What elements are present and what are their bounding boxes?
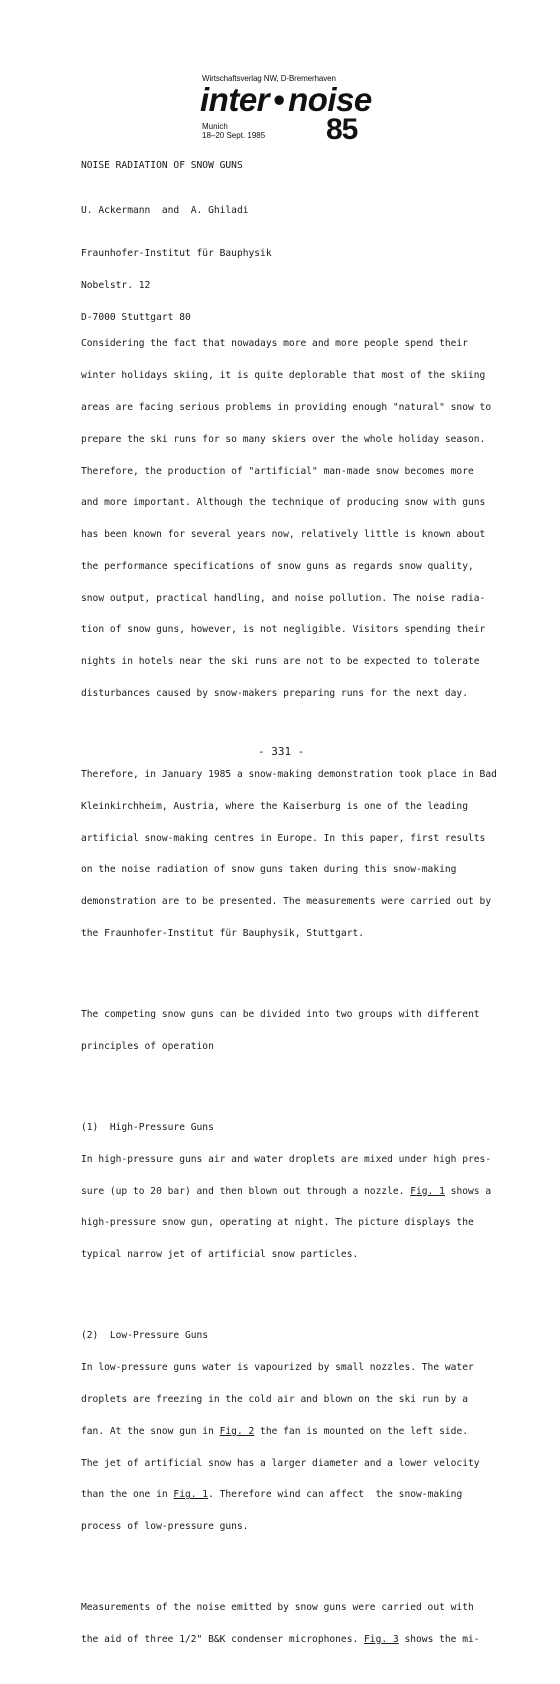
section-heading: (1) High-Pressure Guns: [81, 1122, 214, 1134]
text-line: [81, 1490, 497, 1501]
text-line: [81, 1187, 497, 1198]
text-line: In low-pressure guns water is vapourized by small nozzles. The water: [81, 1362, 474, 1374]
conference-dates: 18–20 Sept. 1985: [202, 131, 266, 140]
text-line: Measurements of the noise emitted by snow guns were carried out with: [81, 1602, 474, 1614]
logo-dot: •: [273, 81, 285, 118]
text-line: typical narrow jet of artificial snow particles.: [81, 1249, 359, 1261]
text-line: tion of snow guns, however, is not negligible. Visitors spending their: [81, 624, 486, 636]
text-line: Therefore, the production of "artificial" man-made snow becomes more: [81, 465, 474, 477]
logo-noise: noise: [288, 81, 372, 118]
figure-ref-1[interactable]: Fig. 1: [410, 1185, 445, 1197]
figure-ref-1[interactable]: Fig. 1: [173, 1489, 209, 1501]
section-high-pressure: [81, 1102, 497, 1282]
paragraph-demonstration: [81, 745, 497, 961]
text-segment: the aid of three 1/2" B&K condenser microphones.: [81, 1634, 365, 1646]
text-line: The competing snow guns can be divided into two groups with different: [81, 1009, 480, 1021]
text-line: [81, 1635, 497, 1646]
text-line: prepare the ski runs for so many skiers over the whole holiday season.: [81, 433, 486, 445]
figure-ref-2[interactable]: Fig. 2: [219, 1425, 255, 1437]
text-line: has been known for several years now, relatively little is known about: [81, 529, 486, 541]
text-line: high-pressure snow gun, operating at night. The picture displays the: [81, 1217, 474, 1229]
paragraph-measurements: [81, 1582, 497, 1667]
conference-number: 85: [326, 113, 358, 146]
text-line: nights in hotels near the ski runs are not to be expected to tolerate: [81, 656, 480, 668]
page-number: - 331 -: [258, 745, 305, 758]
text-segment: . Therefore wind can affect the snow-making: [208, 1489, 463, 1501]
text-line: demonstration are to be presented. The measurements were carried out by: [81, 896, 492, 908]
text-line: Therefore, in January 1985 a snow-making demonstration took place in Bad: [81, 769, 497, 781]
text-line: Kleinkirchheim, Austria, where the Kaiserburg is one of the leading: [81, 800, 468, 812]
text-line: on the noise radiation of snow guns taken during this snow-making: [81, 864, 457, 876]
text-segment: the fan is mounted on the left side.: [254, 1425, 468, 1437]
text-segment: fan. At the snow gun in: [81, 1425, 220, 1437]
text-line: snow output, practical handling, and noise pollution. The noise radia-: [81, 592, 486, 604]
text-line: disturbances caused by snow-makers preparing runs for the next day.: [81, 687, 468, 699]
text-line: Considering the fact that nowadays more and more people spend their: [81, 338, 468, 350]
text-line: In high-pressure guns air and water droplets are mixed under high pres-: [81, 1153, 492, 1165]
paragraph-groups: [81, 989, 497, 1074]
section-low-pressure: [81, 1310, 497, 1554]
text-line: artificial snow-making centres in Europe. In this paper, first results: [81, 832, 486, 844]
text-segment: sure (up to 20 bar) and then blown out through a nozzle.: [81, 1185, 411, 1197]
text-segment: than the one in: [81, 1489, 174, 1501]
text-segment: shows a: [444, 1185, 492, 1197]
text-line: droplets are freezing in the cold air and blown on the ski run by a: [81, 1393, 468, 1405]
paragraph-intro: [81, 318, 497, 721]
paper-title: NOISE RADIATION OF SNOW GUNS: [81, 160, 243, 171]
text-line: the performance specifications of snow guns as regards snow quality,: [81, 560, 474, 572]
text-line: process of low-pressure guns.: [81, 1521, 249, 1533]
affiliation-line: Fraunhofer-Institut für Bauphysik: [81, 248, 272, 260]
section-heading: (2) Low-Pressure Guns: [81, 1330, 209, 1342]
text-line: [81, 1427, 497, 1438]
logo-inter: inter: [200, 81, 270, 118]
figure-ref-3[interactable]: Fig. 3: [364, 1634, 399, 1646]
text-line: principles of operation: [81, 1040, 214, 1052]
affiliation-line: Nobelstr. 12: [81, 279, 151, 291]
text-line: areas are facing serious problems in providing enough "natural" snow to: [81, 401, 492, 413]
text-line: and more important. Although the technique of producing snow with guns: [81, 497, 486, 509]
text-line: the Fraunhofer-Institut für Bauphysik, Stuttgart.: [81, 928, 365, 940]
affiliation-line: D-7000 Stuttgart 80: [81, 311, 191, 323]
publisher-line: Wirtschaftsverlag NW, D-Bremerhaven: [202, 74, 336, 83]
text-segment: shows the mi-: [398, 1634, 480, 1646]
paper-authors: U. Ackermann and A. Ghiladi: [81, 205, 249, 216]
text-line: The jet of artificial snow has a larger diameter and a lower velocity: [81, 1457, 480, 1469]
text-line: winter holidays skiing, it is quite deplorable that most of the skiing: [81, 370, 486, 382]
conference-city: Munich: [202, 122, 228, 131]
paper-body: [81, 297, 497, 1684]
